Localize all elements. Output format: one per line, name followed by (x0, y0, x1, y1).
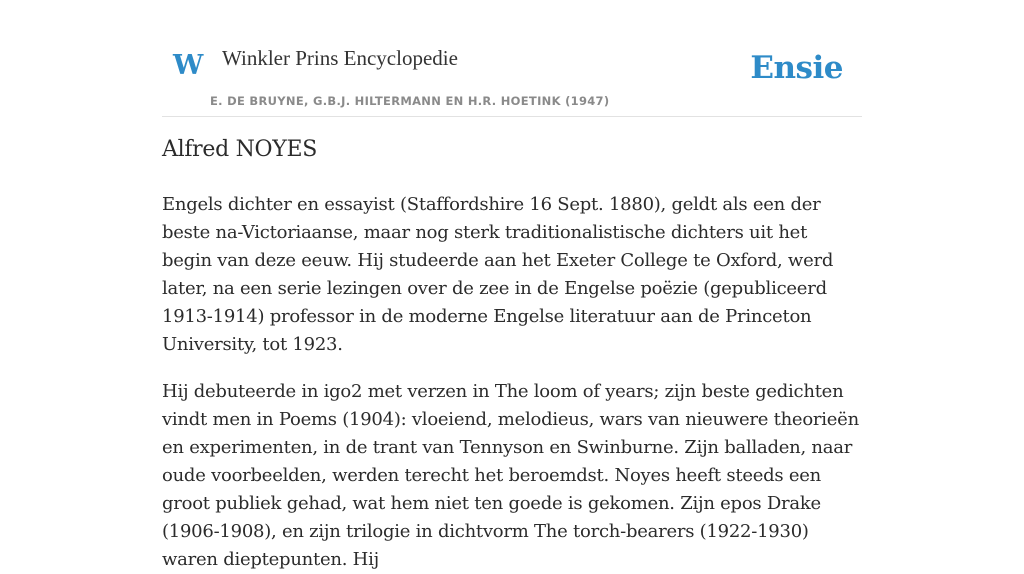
article-paragraph: Hij debuteerde in igo2 met verzen in The loom of years; zijn beste gedichten vindt men in Poems (1904): vloeiend, melodieus, wars van nieuwere theorieën en experimenten, in de trant van Tennyson en Swinburne. Zijn balladen, naar oude voorbeelden, werden terecht het beroemdst. Noyes heeft steeds een groot publiek gehad, wat hem niet ten goede is gekomen. Zijn epos Drake (1906-1908), en zijn trilogie in dichtvorm The torch-bearers (1922-1930) waren dieptepunten. Hij (162, 380, 859, 570)
article-paragraph: Engels dichter en essayist (Staffordshire 16 Sept. 1880), geldt als een der beste na-Victoriaanse, maar nog sterk traditionalistische dichters uit het begin van deze eeuw. Hij studeerde aan het Exeter College te Oxford, werd later, na een serie lezingen over de zee in de Engelse poëzie (gepubliceerd 1913-1914) professor in de moderne Engelse literatuur aan de Princeton University, tot 1923. (162, 193, 834, 355)
authors-line: E. DE BRUYNE, G.B.J. HILTERMANN EN H.R. HOETINK (1947) (210, 94, 610, 108)
article-title: Alfred NOYES (162, 137, 318, 162)
article (162, 136, 862, 574)
site-title[interactable]: Winkler Prins Encyclopedie (222, 46, 458, 70)
ensie-logo[interactable]: Ensie (750, 50, 843, 86)
site-header (162, 0, 862, 117)
winkler-prins-logo[interactable]: W (173, 50, 204, 81)
